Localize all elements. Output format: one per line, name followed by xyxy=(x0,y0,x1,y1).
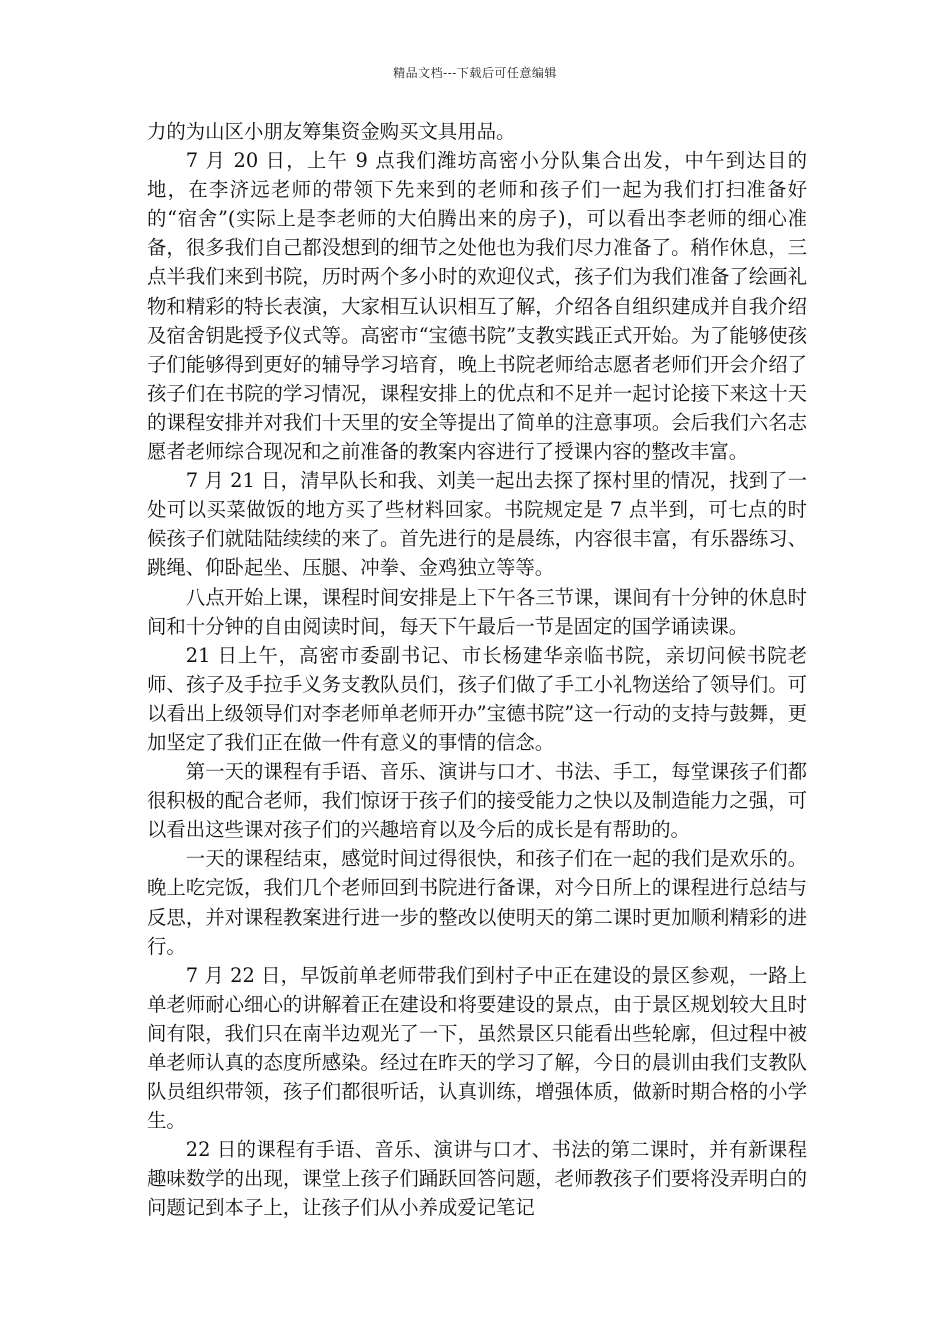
paragraph-official-visit: 21 日上午，高密市委副书记、市长杨建华亲临书院，亲切问候书院老师、孩子及手拉手义务支教队员们，孩子们做了手工小礼物送给了领导们。可以看出上级领导们对李老师单老师开办”宝德书院”这一行动的支持与鼓舞，更加坚定了我们正在做一件有意义的事情的信念。 xyxy=(147,643,807,754)
paragraph-july-20: 7 月 20 日，上午 9 点我们潍坊高密小分队集合出发，中午到达目的地，在李济远老师的带领下先来到的老师和孩子们一起为我们打扫准备好的“宿舍”(实际上是李老师的大伯腾出来的房子)，可以看出李老师的细心准备，很多我们自己都没想到的细节之处他也为我们尽力准备了。稍作休息，三点半我们来到书院，历时两个多小时的欢迎仪式，孩子们为我们准备了绘画礼物和精彩的特长表演，大家相互认识相互了解，介绍各自组织建成并自我介绍及宿舍钥匙授予仪式等。高密市“宝德书院”支教实践正式开始。为了能够使孩子们能够得到更好的辅导学习培育，晚上书院老师给志愿者老师们开会介绍了孩子们在书院的学习情况，课程安排上的优点和不足并一起讨论接下来这十天的课程安排并对我们十天里的安全等提出了简单的注意事项。会后我们六名志愿者老师综合现况和之前准备的教案内容进行了授课内容的整改丰富。 xyxy=(147,149,807,464)
paragraph-july-21: 7 月 21 日，清早队长和我、刘美一起出去探了探村里的情况，找到了一处可以买菜做饭的地方买了些材料回家。书院规定是 7 点半到，可七点的时候孩子们就陆陆续续的来了。首先进行的是晨练，内容很丰富，有乐器练习、跳绳、仰卧起坐、压腿、冲拳、金鸡独立等等。 xyxy=(147,469,807,580)
document-body xyxy=(147,117,807,1223)
paragraph-july-22-courses: 22 日的课程有手语、音乐、演讲与口才、书法的第二课时，并有新课程趣味数学的出现，课堂上孩子们踊跃回答问题，老师教孩子们要将没弄明白的问题记到本子上，让孩子们从小养成爱记笔记 xyxy=(147,1138,807,1220)
paragraph-class-schedule: 八点开始上课，课程时间安排是上下午各三节课，课间有十分钟的休息时间和十分钟的自由阅读时间，每天下午最后一节是固定的国学诵读课。 xyxy=(147,585,807,638)
page-header: 精品文档---下载后可任意编辑 xyxy=(393,66,557,80)
paragraph-first-day-courses: 第一天的课程有手语、音乐、演讲与口才、书法、手工，每堂课孩子们都很积极的配合老师，我们惊讶于孩子们的接受能力之快以及制造能力之强，可以看出这些课对孩子们的兴趣培育以及今后的成长是有帮助的。 xyxy=(147,760,807,842)
paragraph-continuation: 力的为山区小朋友筹集资金购买文具用品。 xyxy=(147,120,516,143)
paragraph-july-22: 7 月 22 日，早饭前单老师带我们到村子中正在建设的景区参观，一路上单老师耐心细心的讲解着正在建设和将要建设的景点，由于景区规划较大且时间有限，我们只在南半边观光了一下，虽然景区只能看出些轮廓，但过程中被单老师认真的态度所感染。经过在昨天的学习了解，今日的晨训由我们支教队队员组织带领，孩子们都很听话，认真训练，增强体质，做新时期合格的小学生。 xyxy=(147,963,807,1133)
paragraph-day-end: 一天的课程结束，感觉时间过得很快，和孩子们在一起的我们是欢乐的。晚上吃完饭，我们几个老师回到书院进行备课，对今日所上的课程进行总结与反思，并对课程教案进行进一步的整改以使明天的第二课时更加顺利精彩的进行。 xyxy=(147,847,807,958)
